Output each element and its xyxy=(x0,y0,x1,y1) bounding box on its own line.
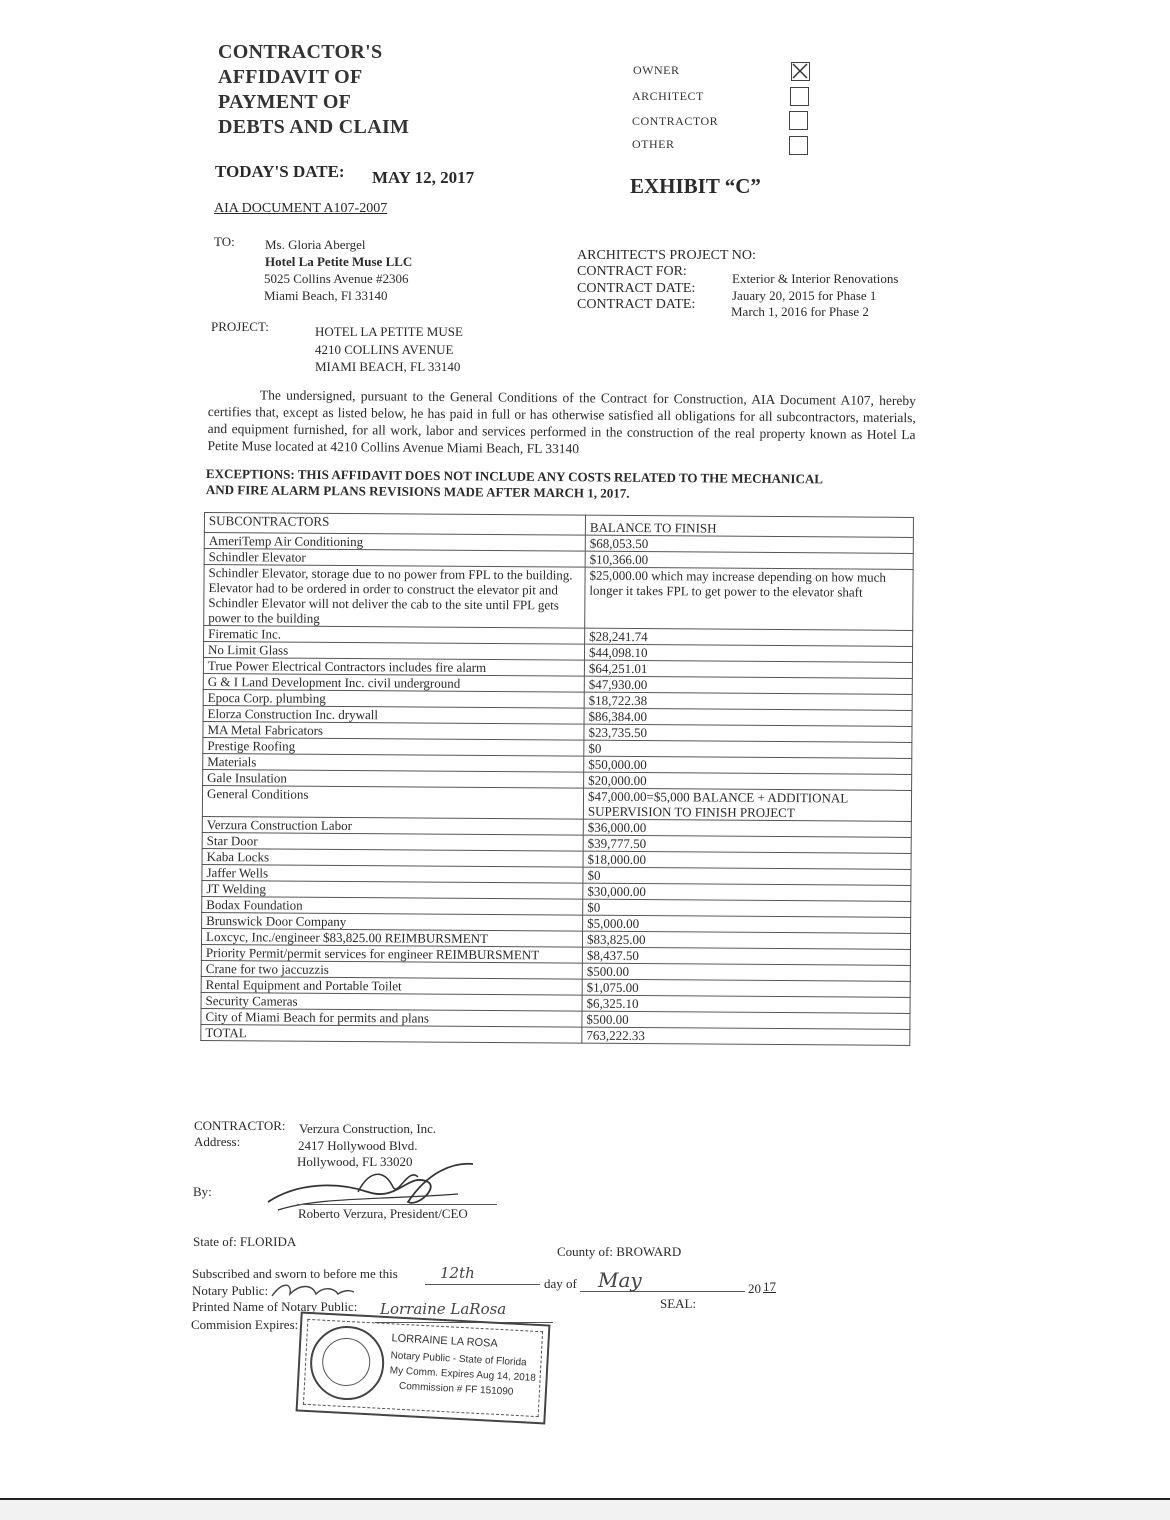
todays-date-value: MAY 12, 2017 xyxy=(372,168,475,187)
aia-document: AIA DOCUMENT A107-2007 xyxy=(214,201,388,216)
project-label: PROJECT: xyxy=(211,319,269,334)
to-label: TO: xyxy=(214,234,235,249)
owner-checkbox[interactable] xyxy=(791,62,810,81)
subcontractor-name: Prestige Roofing xyxy=(203,737,584,756)
stamp-expires: My Comm. Expires Aug 14, 2018 xyxy=(389,1365,537,1384)
seal-inner-ring xyxy=(321,1337,371,1387)
address-label: Address: xyxy=(194,1134,241,1149)
address-street: 2417 Hollywood Blvd. xyxy=(298,1138,418,1153)
balance-amount: $5,000.00 xyxy=(583,915,911,933)
distribution-label-architect: ARCHITECT xyxy=(632,89,704,103)
total-amount: 763,222.33 xyxy=(582,1027,910,1045)
stamp-commission: Commission # FF 151090 xyxy=(398,1380,514,1398)
to-company: Hotel La Petite Muse LLC xyxy=(265,254,413,269)
balance-amount: $39,777.50 xyxy=(583,835,911,853)
project-name: HOTEL LA PETITE MUSE xyxy=(315,324,463,339)
balance-amount: $86,384.00 xyxy=(584,708,912,726)
subcontractor-name: Verzura Construction Labor xyxy=(202,816,583,835)
day-line xyxy=(425,1284,540,1285)
scan-edge xyxy=(0,1498,1170,1520)
subcontractor-name: AmeriTemp Air Conditioning xyxy=(204,533,585,552)
balance-amount: $47,000.00=$5,000 BALANCE + ADDITIONAL SUPERVISION TO FINISH PROJECT xyxy=(583,788,911,821)
balance-amount: $36,000.00 xyxy=(583,819,911,837)
balance-amount: $83,825.00 xyxy=(582,931,910,949)
contractor-checkbox[interactable] xyxy=(789,111,808,130)
year-value: 17 xyxy=(763,1279,776,1294)
subcontractor-name: Kaba Locks xyxy=(202,848,583,867)
affidavit-statement: The undersigned, pursuant to the General Conditions of the Contract for Construction, AIA Document A107, hereby certifies that, except as listed below, he has paid in full or has otherwise satisfied all obligations for all subcontractors, materials, and equipment furnished, for all work, labor and services performed in the construction of the real property known as Hotel La Petite Muse located at 4210 Collins Avenue Miami Beach, FL 33140 xyxy=(207,387,916,457)
balance-amount: $30,000.00 xyxy=(583,883,911,901)
by-label: By: xyxy=(193,1184,212,1199)
seal-label: SEAL: xyxy=(660,1296,697,1311)
balance-amount: $18,000.00 xyxy=(583,851,911,869)
day-value: 12th xyxy=(440,1264,475,1282)
printed-name-label: Printed Name of Notary Public: xyxy=(192,1299,358,1314)
other-checkbox[interactable] xyxy=(789,136,808,155)
title-line: AFFIDAVIT OF xyxy=(218,66,363,88)
title-line: PAYMENT OF xyxy=(218,91,352,113)
contract-date-value: Jauary 20, 2015 for Phase 1 xyxy=(732,288,877,303)
balance-amount: $0 xyxy=(583,867,911,885)
subcontractor-name: MA Metal Fabricators xyxy=(203,721,584,740)
subcontractor-name: Epoca Corp. plumbing xyxy=(203,689,584,708)
balance-amount: $0 xyxy=(583,899,911,917)
balance-amount: $0 xyxy=(584,740,912,758)
balance-amount: $47,930.00 xyxy=(584,676,912,694)
balance-amount: $44,098.10 xyxy=(584,644,912,662)
day-of-text: day of xyxy=(544,1276,577,1291)
balance-amount: $1,075.00 xyxy=(582,979,910,997)
project-street: 4210 COLLINS AVENUE xyxy=(315,342,454,357)
balance-amount: $68,053.50 xyxy=(585,535,913,553)
subcontractor-name: Materials xyxy=(203,753,584,772)
subcontractor-name: Crane for two jaccuzzis xyxy=(201,960,582,979)
signature-line xyxy=(297,1204,497,1205)
subcontractor-name: City of Miami Beach for permits and plans xyxy=(201,1008,582,1027)
title-line: CONTRACTOR'S xyxy=(218,41,383,63)
contract-for-label: CONTRACT FOR: xyxy=(577,264,687,279)
balance-amount: $8,437.50 xyxy=(582,947,910,965)
exceptions-line-2: AND FIRE ALARM PLANS REVISIONS MADE AFTER MARCH 1, 2017. xyxy=(205,482,630,501)
printed-name-value: Lorraine LaRosa xyxy=(380,1300,507,1318)
distribution-label-owner: OWNER xyxy=(633,63,680,77)
subcontractor-name: Rental Equipment and Portable Toilet xyxy=(201,976,582,995)
signer-name: Roberto Verzura, President/CEO xyxy=(298,1206,468,1221)
balance-amount: $500.00 xyxy=(582,963,910,981)
notary-public-label: Notary Public: xyxy=(192,1283,269,1298)
to-street: 5025 Collins Avenue #2306 xyxy=(264,271,409,286)
balance-amount: $20,000.00 xyxy=(584,772,912,790)
stamp-title: Notary Public - State of Florida xyxy=(390,1350,527,1369)
to-name: Ms. Gloria Abergel xyxy=(265,237,366,252)
contract-date-label: CONTRACT DATE: xyxy=(577,297,696,312)
distribution-label-contractor: CONTRACTOR xyxy=(632,114,719,128)
project-city: MIAMI BEACH, FL 33140 xyxy=(315,359,461,374)
balance-amount: $64,251.01 xyxy=(584,660,912,678)
subcontractor-name: General Conditions xyxy=(202,785,583,819)
architect-checkbox[interactable] xyxy=(790,87,809,106)
header-subcontractors: SUBCONTRACTORS xyxy=(204,513,585,536)
distribution-label-other: OTHER xyxy=(632,137,675,151)
subcontractors-table xyxy=(200,512,914,1046)
contract-date-value: March 1, 2016 for Phase 2 xyxy=(731,304,869,319)
state-label: State of: FLORIDA xyxy=(193,1234,297,1249)
balance-amount: $28,241.74 xyxy=(585,628,913,646)
commission-label: Commision Expires: xyxy=(191,1317,299,1332)
subcontractor-name: G & I Land Development Inc. civil underground xyxy=(203,673,584,692)
balance-amount: $10,366.00 xyxy=(585,551,913,569)
table-row xyxy=(204,565,913,631)
subcontractor-name: Schindler Elevator, storage due to no power from FPL to the building. Elevator had to be ordered in order to construct the elevator pit and Schindler Elevator will not deliver the cab to the site until FPL gets power to the building xyxy=(204,565,585,629)
balance-amount: $25,000.00 which may increase depending on how much longer it takes FPL to get power to the elevator shaft xyxy=(585,567,913,630)
subcontractor-name: Schindler Elevator xyxy=(204,549,585,568)
subcontractor-name: Firematic Inc. xyxy=(204,626,585,645)
contractor-name: Verzura Construction, Inc. xyxy=(299,1121,437,1136)
balance-amount: $23,735.50 xyxy=(584,724,912,742)
to-city: Miami Beach, Fl 33140 xyxy=(264,288,388,303)
contract-date-label: CONTRACT DATE: xyxy=(577,281,696,296)
balance-amount: $6,325.10 xyxy=(582,995,910,1013)
header-balance: BALANCE TO FINISH xyxy=(585,515,913,537)
notary-stamp xyxy=(296,1312,551,1425)
balance-amount: $50,000.00 xyxy=(584,756,912,774)
subcontractor-name: Star Door xyxy=(202,832,583,851)
table-row xyxy=(202,785,911,821)
contract-for-value: Exterior & Interior Renovations xyxy=(732,271,899,286)
subcontractor-name: Elorza Construction Inc. drywall xyxy=(203,705,584,724)
balance-amount: $500.00 xyxy=(582,1011,910,1029)
check-x-icon xyxy=(792,63,808,79)
subcontractor-name: Loxcyc, Inc./engineer $83,825.00 REIMBURSMENT xyxy=(201,928,582,947)
county-label: County of: BROWARD xyxy=(557,1244,682,1259)
address-city: Hollywood, FL 33020 xyxy=(297,1154,413,1169)
exhibit-label: EXHIBIT “C” xyxy=(630,174,761,198)
month-value: May xyxy=(598,1268,642,1292)
stamp-name: LORRAINE LA ROSA xyxy=(391,1332,499,1350)
architect-project-no: ARCHITECT'S PROJECT NO: xyxy=(577,248,756,263)
balance-amount: $18,722.38 xyxy=(584,692,912,710)
todays-date-label: TODAY'S DATE: xyxy=(215,162,345,181)
contractor-label: CONTRACTOR: xyxy=(194,1118,286,1133)
subcontractor-name: Bodax Foundation xyxy=(202,896,583,915)
subcontractor-name: Jaffer Wells xyxy=(202,864,583,883)
subcontractor-name: True Power Electrical Contractors includes fire alarm xyxy=(203,657,584,676)
year-prefix: 20 xyxy=(748,1281,761,1296)
subcontractor-name: Priority Permit/permit services for engineer REIMBURSMENT xyxy=(201,944,582,963)
subcontractor-name: No Limit Glass xyxy=(203,642,584,661)
subcontractor-name: Brunswick Door Company xyxy=(202,912,583,931)
total-label: TOTAL xyxy=(201,1024,582,1043)
document-title xyxy=(218,40,409,140)
subcontractor-name: Gale Insulation xyxy=(203,769,584,788)
title-line: DEBTS AND CLAIM xyxy=(218,116,410,138)
subscribed-text: Subscribed and sworn to before me this xyxy=(192,1266,398,1281)
subcontractor-name: JT Welding xyxy=(202,880,583,899)
subcontractor-name: Security Cameras xyxy=(201,992,582,1011)
exceptions-line-1: EXCEPTIONS: THIS AFFIDAVIT DOES NOT INCLUDE ANY COSTS RELATED TO THE MECHANICAL xyxy=(205,466,824,487)
